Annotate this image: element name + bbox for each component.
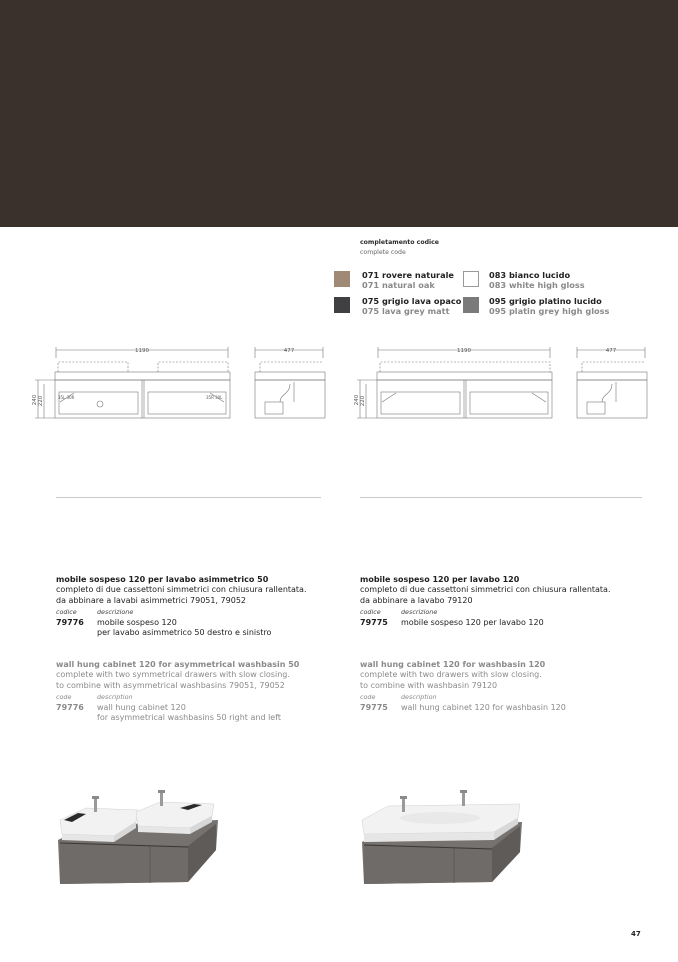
product-code: 79775 xyxy=(360,702,388,712)
complete-code-title-en: complete code xyxy=(360,249,406,256)
swatch-label-en: 071 natural oak xyxy=(362,280,435,290)
product-desc-it: completo di due cassettoni simmetrici con chiusura rallentata. xyxy=(360,585,611,595)
swatch-label-it: 071 rovere naturale xyxy=(362,270,454,280)
swatch-label-en: 095 platin grey high gloss xyxy=(489,306,610,316)
product-desc-it: completo di due cassettoni simmetrici con chiusura rallentata. xyxy=(56,585,307,595)
swatch-label-it: 095 grigio platino lucido xyxy=(489,296,602,306)
dim-depth-left: 477 xyxy=(283,348,295,354)
product-desc-en: to combine with washbasin 79120 xyxy=(360,680,498,690)
page-number: 47 xyxy=(631,930,641,938)
product-photo-wide xyxy=(360,790,522,886)
label-description: descrizione xyxy=(401,608,438,617)
label-description: description xyxy=(97,693,133,702)
dim-width-right: 1190 xyxy=(457,348,471,354)
product-title-en: wall hung cabinet 120 for asymmetrical washbasin 50 xyxy=(56,660,300,669)
product-photo-asymmetric xyxy=(56,790,218,886)
product-desc-it: da abbinare a lavabi asimmetrici 79051, 79052 xyxy=(56,595,247,605)
product-2-en xyxy=(360,660,640,713)
divider-right xyxy=(360,497,642,498)
product-desc-en: complete with two drawers with slow closing. xyxy=(360,670,542,680)
swatch-natural-oak xyxy=(334,271,350,287)
product-title-it: mobile sospeso 120 per lavabo asimmetrico 50 xyxy=(56,575,269,584)
product-desc-en: to combine with asymmetrical washbasins 79051, 79052 xyxy=(56,680,285,690)
swatch-label-en: 075 lava grey matt xyxy=(362,306,450,316)
dim-depth-right: 477 xyxy=(605,348,617,354)
technical-drawing-right xyxy=(350,344,650,426)
product-code: 79776 xyxy=(56,702,84,712)
dim-width-left: 1190 xyxy=(135,348,149,354)
label-code: code xyxy=(360,693,376,702)
item-desc: wall hung cabinet 120 xyxy=(97,702,186,712)
technical-drawing-left xyxy=(28,344,328,426)
item-desc: mobile sospeso 120 per lavabo 120 xyxy=(401,617,544,627)
product-1-it xyxy=(56,575,326,638)
label-code: codice xyxy=(56,608,77,617)
swatch-white-gloss xyxy=(463,271,479,287)
divider-left xyxy=(56,497,321,498)
dim-height-1-right: 240 xyxy=(354,394,360,406)
product-title-en: wall hung cabinet 120 for washbasin 120 xyxy=(360,660,546,669)
swatch-lava-grey xyxy=(334,297,350,313)
swatch-label-en: 083 white high gloss xyxy=(489,280,585,290)
product-title-it: mobile sospeso 120 per lavabo 120 xyxy=(360,575,520,584)
dim-height-2-left: 220 xyxy=(38,395,44,407)
dim-height-1-left: 240 xyxy=(32,394,38,406)
drawer-tag-right: 35R 30L xyxy=(206,395,223,400)
drawer-tag-left: 35L 30R xyxy=(58,395,75,400)
swatch-platin-grey xyxy=(463,297,479,313)
product-code: 79775 xyxy=(360,617,388,627)
dim-height-2-right: 220 xyxy=(360,395,366,407)
hero-banner xyxy=(0,0,678,227)
label-description: descrizione xyxy=(97,608,134,617)
product-desc-en: complete with two symmetrical drawers with slow closing. xyxy=(56,670,290,680)
item-desc: mobile sospeso 120 xyxy=(97,617,177,627)
product-desc-it: da abbinare a lavabo 79120 xyxy=(360,595,473,605)
product-2-it xyxy=(360,575,640,628)
item-desc: per lavabo asimmetrico 50 destro e sinistro xyxy=(97,628,272,638)
label-code: code xyxy=(56,693,72,702)
product-1-en xyxy=(56,660,336,723)
swatch-label-it: 075 grigio lava opaco xyxy=(362,296,462,306)
label-code: codice xyxy=(360,608,381,617)
label-description: description xyxy=(401,693,437,702)
complete-code-title-it: completamento codice xyxy=(360,239,439,246)
product-code: 79776 xyxy=(56,617,84,627)
item-desc: for asymmetrical washbasins 50 right and left xyxy=(97,713,282,723)
swatch-label-it: 083 bianco lucido xyxy=(489,270,571,280)
item-desc: wall hung cabinet 120 for washbasin 120 xyxy=(401,702,566,712)
